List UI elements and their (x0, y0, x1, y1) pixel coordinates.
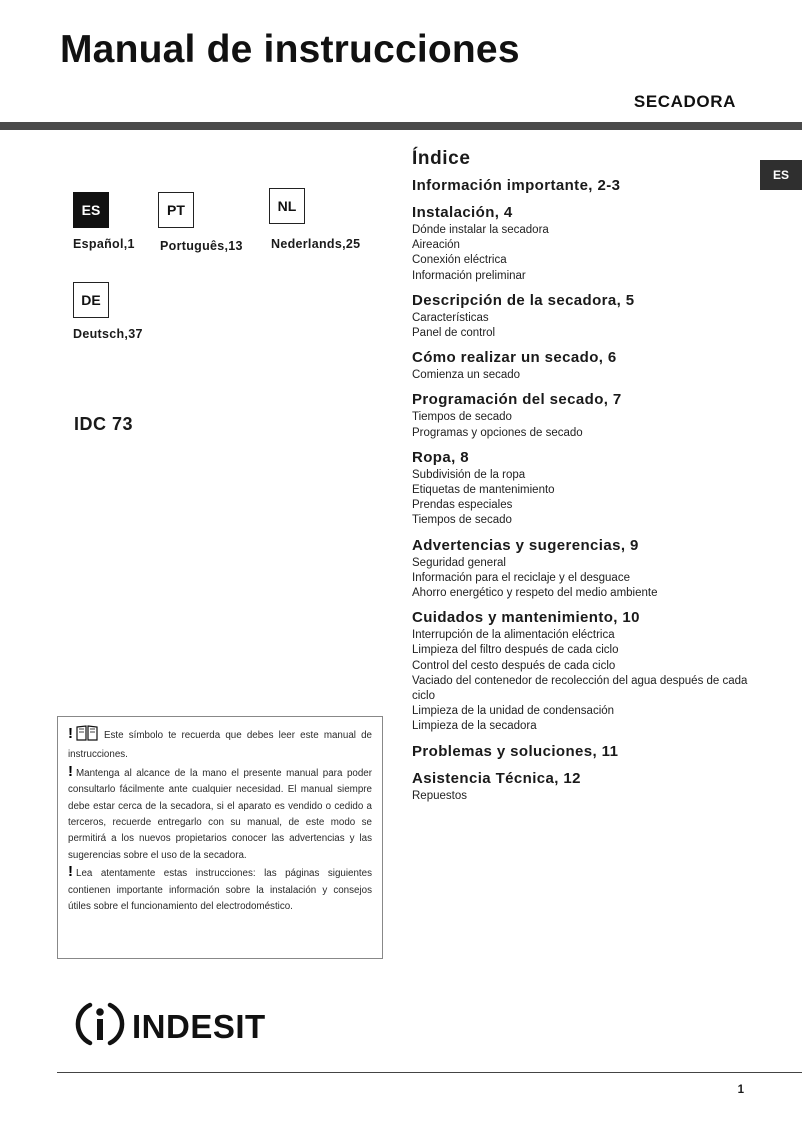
notice-text-3: Lea atentamente estas instrucciones: las páginas siguientes contienen importante información sobre la instalación y consejos útiles sobre el funcionamiento del electrodoméstico. (68, 868, 372, 913)
toc-section-title[interactable]: Problemas y soluciones, 11 (412, 742, 619, 760)
toc-section (412, 741, 757, 762)
page-number: 1 (737, 1084, 744, 1096)
toc-section-title[interactable]: Información importante, 2-3 (412, 177, 621, 194)
toc-subitem[interactable]: Limpieza del filtro después de cada ciclo (412, 644, 619, 657)
toc-section (412, 175, 757, 196)
toc-subitem[interactable]: Panel de control (412, 327, 496, 340)
toc-subitem[interactable]: Información preliminar (412, 269, 526, 282)
toc-section-title[interactable]: Cuidados y mantenimiento, 10 (412, 609, 640, 627)
toc-subitem[interactable]: Repuestos (412, 789, 467, 802)
language-caption-de[interactable]: Deutsch,37 (73, 327, 143, 341)
language-caption-pt[interactable]: Português,13 (160, 239, 243, 253)
indesit-logo-icon (74, 998, 126, 1055)
toc-subitem[interactable]: Etiquetas de mantenimiento (412, 484, 555, 497)
toc-subitem[interactable]: Limpieza de la unidad de condensación (412, 705, 615, 718)
toc-section (412, 607, 757, 734)
notice-paragraph (68, 864, 372, 915)
toc-subitem[interactable]: Conexión eléctrica (412, 254, 507, 267)
notice-paragraph (68, 725, 372, 764)
toc-subitem[interactable]: Comienza un secado (412, 369, 521, 382)
toc-section-title[interactable]: Instalación, 4 (412, 204, 513, 221)
toc-subitem[interactable]: Dónde instalar la secadora (412, 224, 549, 236)
brand-name: INDESIT (132, 1007, 266, 1045)
toc-subitem[interactable]: Prendas especiales (412, 499, 513, 512)
language-caption-nl[interactable]: Nederlands,25 (271, 237, 361, 251)
toc-section-title[interactable]: Advertencias y sugerencias, 9 (412, 536, 639, 554)
toc-section-title[interactable]: Asistencia Técnica, 12 (412, 769, 581, 787)
toc-subitem[interactable]: Ahorro energético y respeto del medio ambiente (412, 587, 658, 600)
toc-section (412, 389, 757, 440)
model-number: IDC 73 (74, 414, 134, 434)
language-box-de[interactable]: DE (73, 282, 109, 318)
toc-subitem[interactable]: Tiempos de secado (412, 411, 512, 424)
toc-sections (412, 175, 757, 804)
toc-section-title[interactable]: Ropa, 8 (412, 448, 469, 466)
toc-section-title[interactable]: Descripción de la secadora, 5 (412, 291, 635, 309)
toc-subitem[interactable]: Tiempos de secado (412, 514, 512, 527)
notice-text-1: Este símbolo te recuerda que debes leer este manual de instrucciones. (68, 730, 372, 761)
warning-icon: ! (68, 725, 73, 742)
toc-section (412, 535, 757, 602)
notice-box (57, 716, 383, 959)
toc-heading: Índice (412, 148, 471, 169)
language-box-pt[interactable]: PT (158, 192, 194, 228)
language-tab: ES (760, 160, 802, 190)
toc-subitem[interactable]: Limpieza de la secadora (412, 720, 537, 733)
language-box-es[interactable]: ES (73, 192, 109, 228)
header-divider (0, 122, 802, 130)
toc-subitem[interactable]: Aireación (412, 239, 460, 252)
footer-divider (57, 1072, 802, 1073)
notice-paragraph (68, 764, 372, 864)
warning-icon: ! (68, 762, 73, 780)
toc-subitem[interactable]: Programas y opciones de secado (412, 426, 583, 439)
brand-logo (74, 998, 266, 1055)
page-title: Manual de instrucciones (60, 28, 520, 71)
toc-subitem[interactable]: Características (412, 311, 489, 324)
toc-subitem[interactable]: Subdivisión de la ropa (412, 468, 526, 481)
toc-section (412, 290, 757, 341)
toc-subitem[interactable]: Vaciado del contenedor de recolección del agua después de cada ciclo (412, 674, 748, 703)
toc-section (412, 347, 757, 383)
toc-subitem[interactable]: Control del cesto después de cada ciclo (412, 659, 616, 672)
toc-section (412, 202, 757, 284)
manual-book-icon (76, 725, 98, 747)
product-type: SECADORA (633, 92, 736, 111)
toc-section-title[interactable]: Programación del secado, 7 (412, 391, 622, 409)
toc-section (412, 447, 757, 529)
language-caption-es[interactable]: Español,1 (73, 237, 135, 251)
toc-section (412, 768, 757, 804)
language-box-nl[interactable]: NL (269, 188, 305, 224)
toc-section-title[interactable]: Cómo realizar un secado, 6 (412, 349, 617, 367)
toc-subitem[interactable]: Información para el reciclaje y el desguace (412, 571, 630, 584)
toc-subitem[interactable]: Interrupción de la alimentación eléctrica (412, 629, 615, 642)
toc-subitem[interactable]: Seguridad general (412, 556, 506, 569)
table-of-contents (412, 148, 757, 804)
notice-text-2: Mantenga al alcance de la mano el presente manual para poder consultarlo fácilmente ante cualquier necesidad. El manual siempre debe estar cerca de la secadora, si el aparato es vendido o cedido a terceros, recuerde entregarlo con su manual, de este modo se permitirá a los nuevos propietarios conocer las advertencias y las sugerencias sobre el uso de la secadora. (68, 767, 372, 861)
warning-icon: ! (68, 863, 73, 881)
